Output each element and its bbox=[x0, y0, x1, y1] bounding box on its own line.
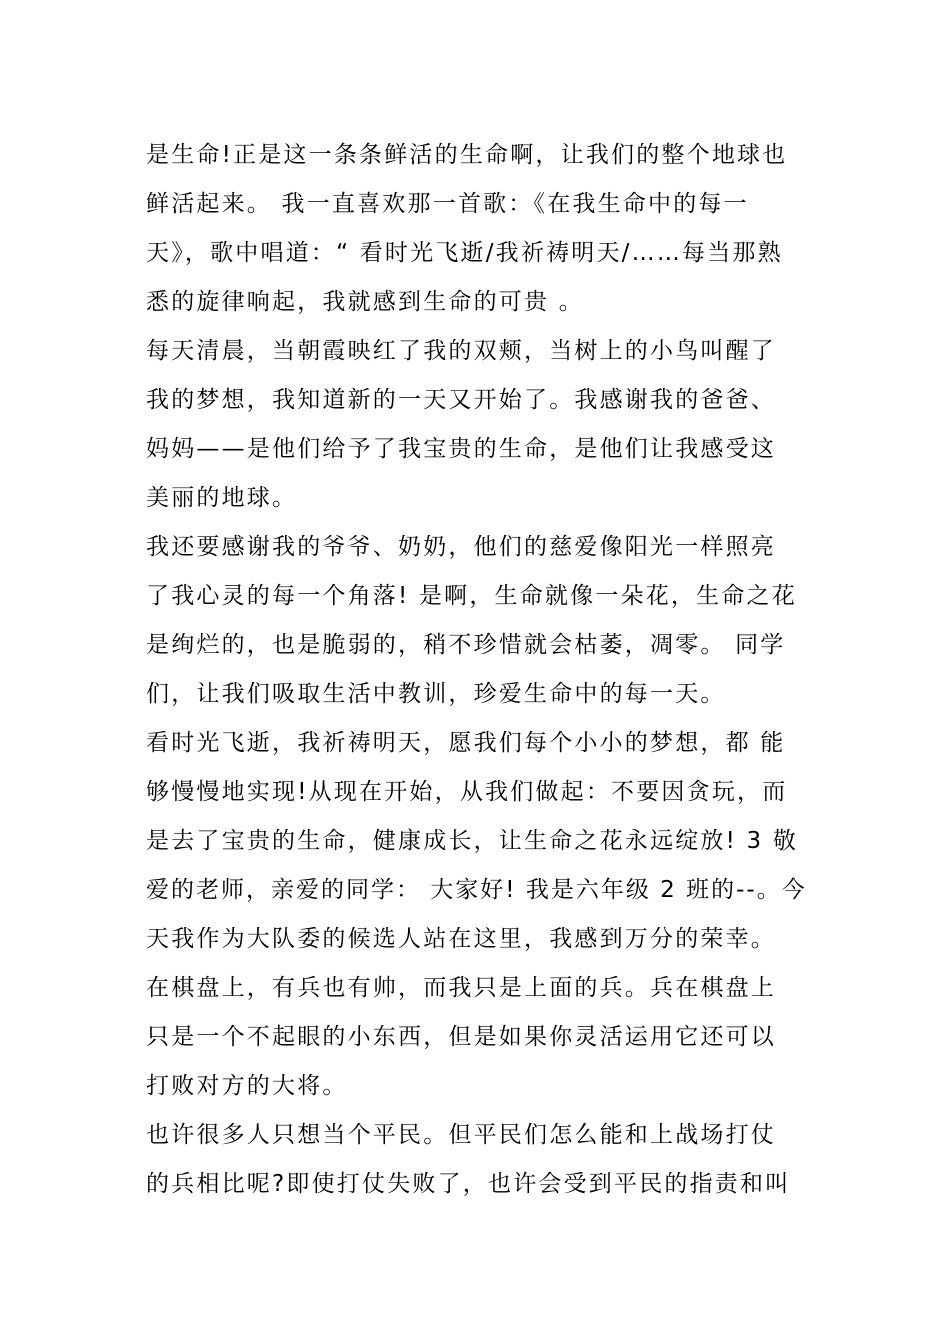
body-text bbox=[146, 131, 808, 1209]
text-line: 爱的老师，亲爱的同学： 大家好! 我是六年级 2 班的--。今 bbox=[146, 877, 807, 903]
text-line: 妈妈——是他们给予了我宝贵的生命，是他们让我感受这 bbox=[146, 436, 776, 462]
text-line: 悉的旋律响起，我就感到生命的可贵 。 bbox=[146, 289, 584, 315]
text-line: 看时光飞逝，我祈祷明天，愿我们每个小小的梦想，都 能 bbox=[146, 730, 786, 756]
text-line: 了我心灵的每一个角落! 是啊，生命就像一朵花，生命之花 bbox=[146, 583, 797, 609]
text-line: 是去了宝贵的生命，健康成长，让生命之花永远绽放! 3 敬 bbox=[146, 828, 799, 854]
text-line: 够慢慢地实现!从现在开始，从我们做起：不要因贪玩，而 bbox=[146, 779, 788, 805]
text-line: 们，让我们吸取生活中教训，珍爱生命中的每一天。 bbox=[146, 681, 726, 707]
text-line: 我的梦想，我知道新的一天又开始了。我感谢我的爸爸、 bbox=[146, 387, 776, 413]
text-line: 在棋盘上，有兵也有帅，而我只是上面的兵。兵在棋盘上 bbox=[146, 975, 776, 1001]
text-line: 美丽的地球。 bbox=[146, 485, 298, 511]
text-line: 也许很多人只想当个平民。但平民们怎么能和上战场打仗 bbox=[146, 1122, 776, 1148]
text-line: 打败对方的大将。 bbox=[146, 1073, 348, 1099]
text-line: 天》，歌中唱道：“ 看时光飞逝/我祈祷明天/……每当那熟 bbox=[146, 240, 783, 266]
text-line: 我还要感谢我的爷爷、奶奶，他们的慈爱像阳光一样照亮 bbox=[146, 534, 776, 560]
text-line: 是生命!正是这一条条鲜活的生命啊，让我们的整个地球也 bbox=[146, 142, 788, 168]
text-line: 鲜活起来。 我一直喜欢那一首歌：《在我生命中的每一 bbox=[146, 191, 749, 217]
text-line: 只是一个不起眼的小东西，但是如果你灵活运用它还可以 bbox=[146, 1024, 776, 1050]
text-line: 每天清晨，当朝霞映红了我的双颊，当树上的小鸟叫醒了 bbox=[146, 338, 776, 364]
text-line: 的兵相比呢?即使打仗失败了，也许会受到平民的指责和叫 bbox=[146, 1171, 791, 1197]
text-line: 天我作为大队委的候选人站在这里，我感到万分的荣幸。 bbox=[146, 926, 776, 952]
text-line: 是绚烂的，也是脆弱的，稍不珍惜就会枯萎，凋零。 同学 bbox=[146, 632, 786, 658]
